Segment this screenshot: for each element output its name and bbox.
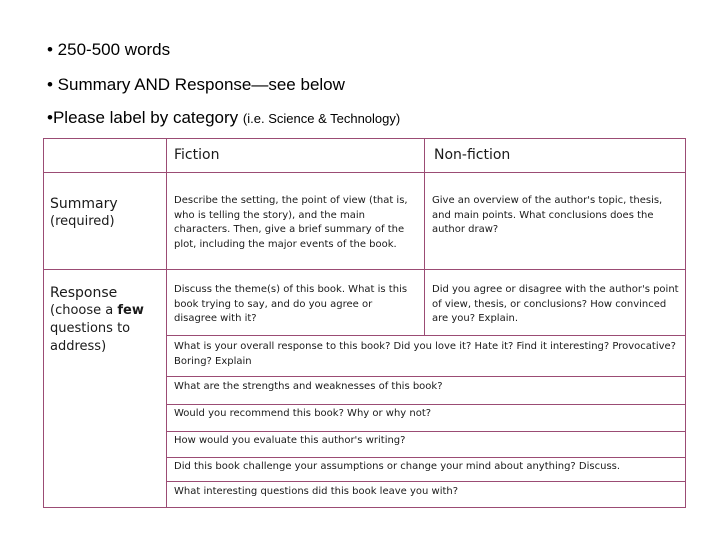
response-label-block — [50, 284, 162, 356]
summary-title: Summary — [50, 196, 118, 212]
bullet-label-main: •Please label by category — [47, 108, 239, 127]
question-evaluate-writing: How would you evaluate this author's writing? — [174, 435, 406, 446]
question-divider-5 — [166, 457, 685, 458]
summary-subtitle: (required) — [50, 214, 115, 229]
label-column-divider — [166, 139, 167, 507]
response-subtitle-few: few — [117, 303, 144, 318]
header-nonfiction: Non-fiction — [434, 147, 511, 163]
response-title: Response — [50, 285, 118, 301]
response-subtitle — [50, 302, 162, 356]
header-fiction: Fiction — [174, 147, 220, 163]
response-fiction-text: Discuss the theme(s) of this book. What is this book trying to say, and do you agree or disagree with it? — [174, 284, 408, 324]
question-divider-2 — [166, 376, 685, 377]
fiction-column-divider — [424, 139, 425, 335]
response-nonfiction-text: Did you agree or disagree with the author's point of view, thesis, or conclusions? How convinced are you? Explain. — [432, 284, 679, 324]
question-divider-6 — [166, 481, 685, 482]
response-subtitle-post: questions to address) — [50, 321, 131, 354]
review-table — [43, 138, 686, 508]
question-challenge-assumptions: Did this book challenge your assumptions or change your mind about anything? Discuss. — [174, 461, 621, 472]
summary-label-block — [50, 195, 162, 231]
question-divider-3 — [166, 404, 685, 405]
question-interesting-questions: What interesting questions did this book leave you with? — [174, 486, 459, 497]
question-divider-1 — [166, 335, 685, 336]
question-recommend: Would you recommend this book? Why or why not? — [174, 408, 432, 419]
question-strengths-weaknesses: What are the strengths and weaknesses of this book? — [174, 381, 443, 392]
bullet-summary-response: • Summary AND Response—see below — [47, 75, 345, 94]
response-subtitle-pre: (choose a — [50, 303, 118, 318]
summary-divider — [44, 269, 685, 270]
header-divider — [44, 172, 685, 173]
question-overall-response: What is your overall response to this book? Did you love it? Hate it? Find it interesting? Provocative? Boring? Explain — [174, 341, 676, 367]
bullet-label-category — [47, 108, 400, 128]
summary-fiction-text: Describe the setting, the point of view (that is, who is telling the story), and the main characters. Then, give a brief summary of the plot, including the major events of the book. — [174, 195, 408, 250]
summary-nonfiction-text: Give an overview of the author's topic, thesis, and main points. What conclusions does the author draw? — [432, 195, 663, 235]
bullet-word-count: • 250-500 words — [47, 40, 171, 59]
question-divider-4 — [166, 431, 685, 432]
bullet-label-note: (i.e. Science & Technology) — [242, 111, 401, 126]
